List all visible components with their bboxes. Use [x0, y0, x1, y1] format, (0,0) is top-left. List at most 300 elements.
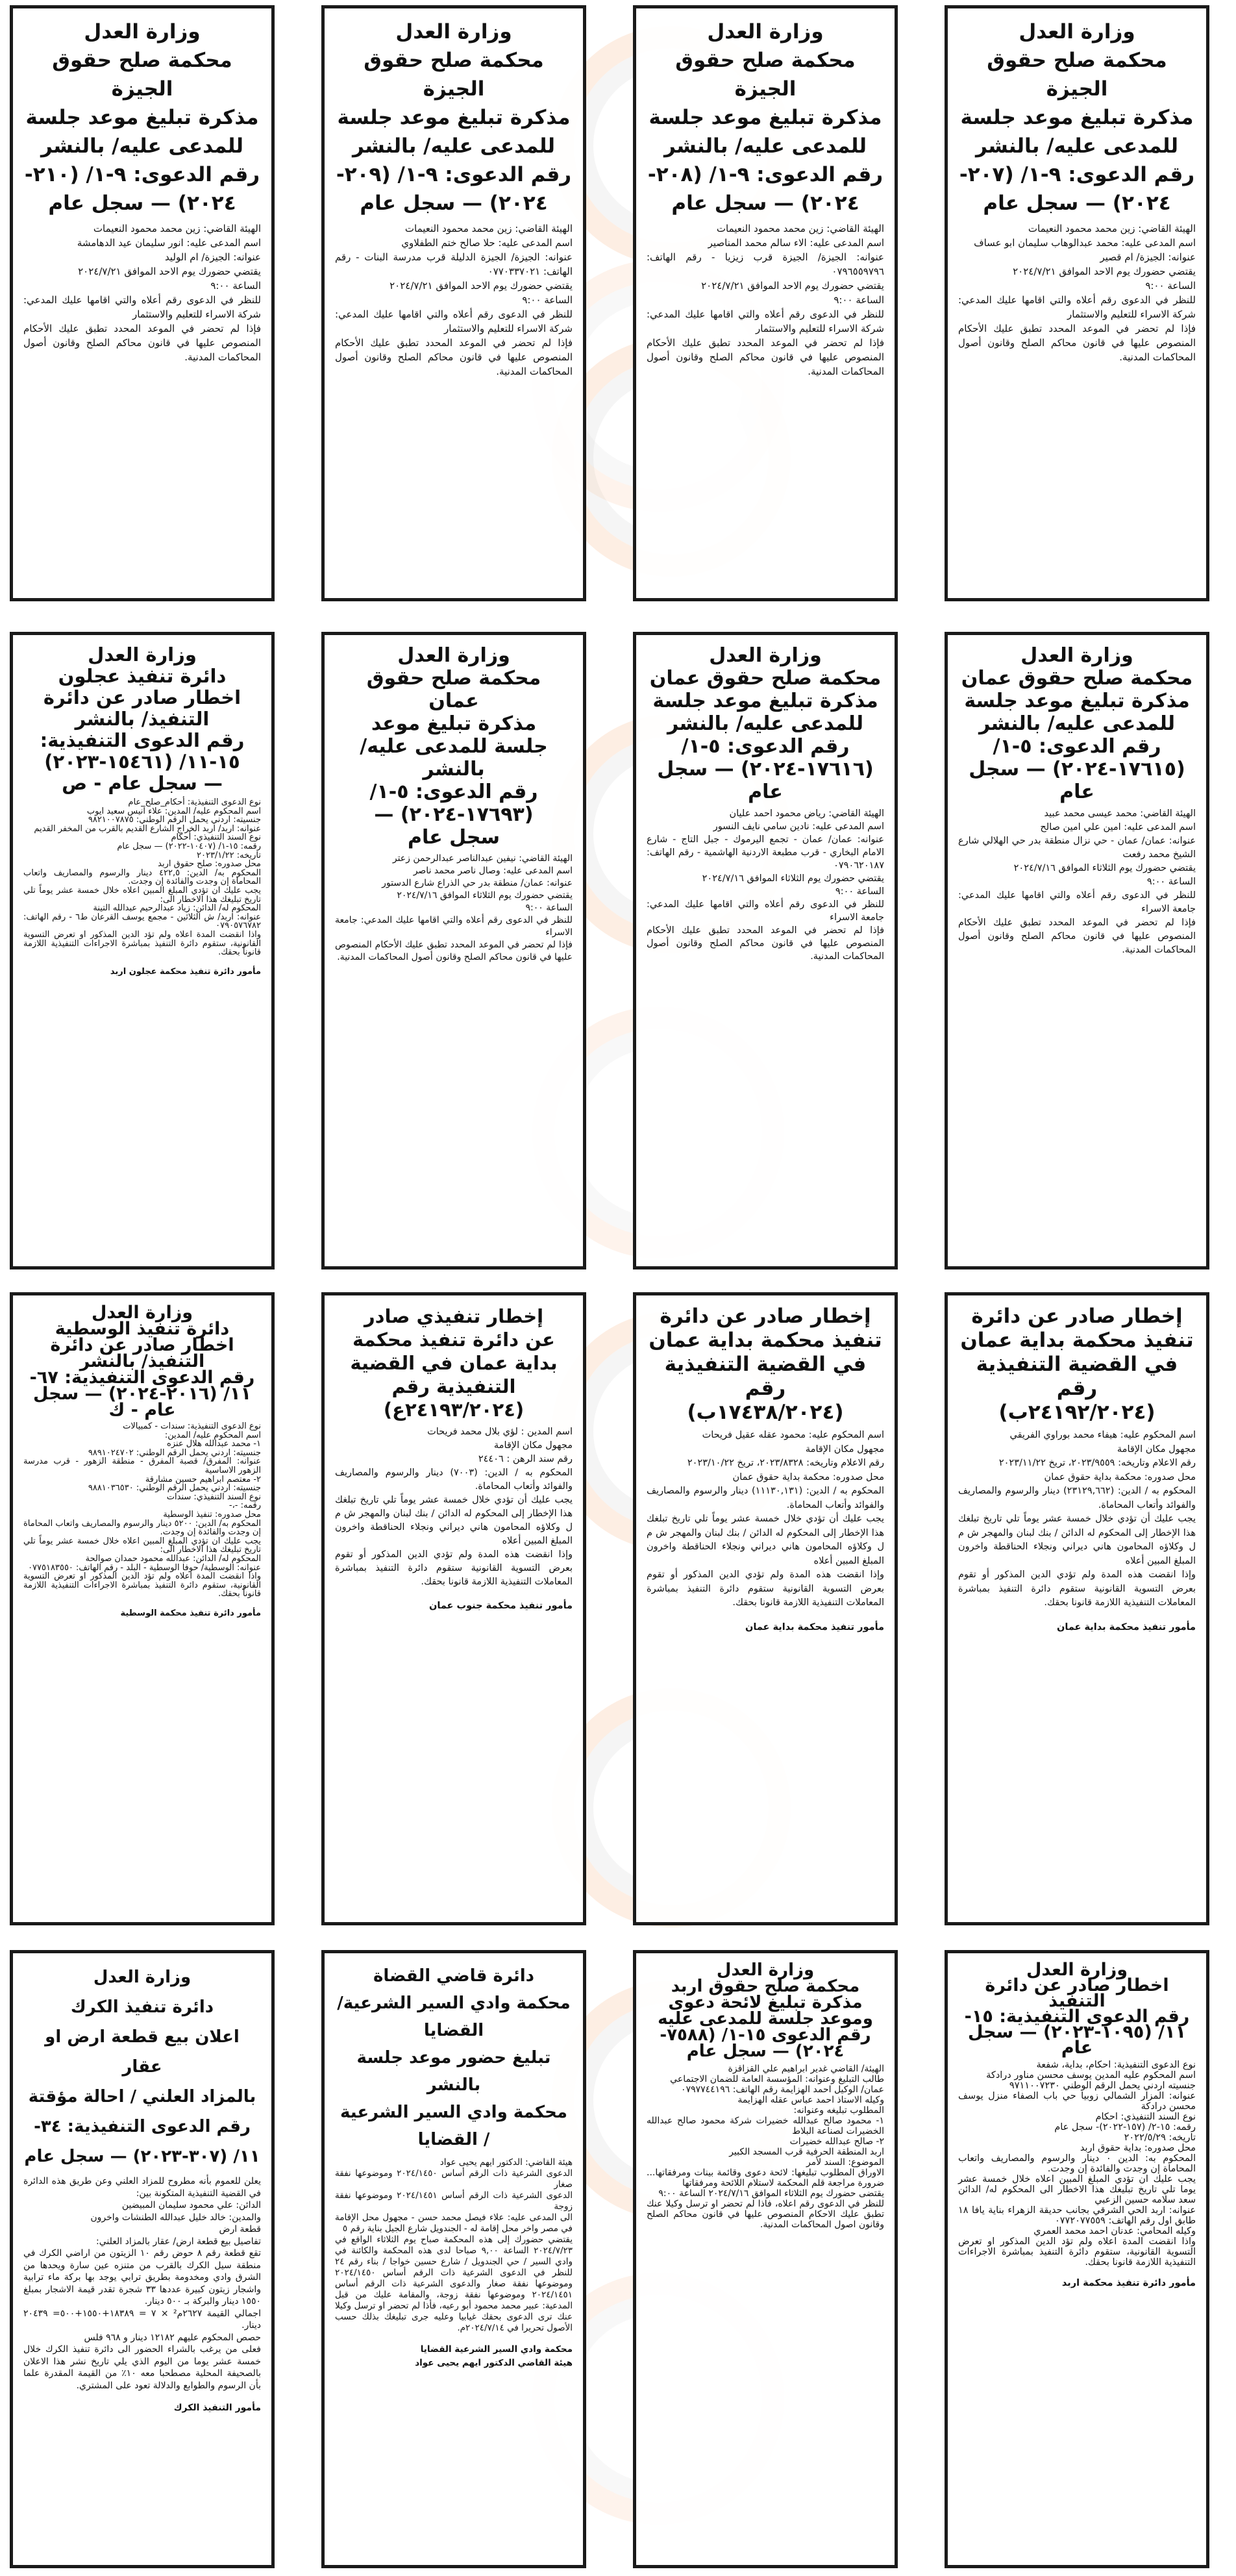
notice-paragraph: المحكوم به / الدين: (٢٣١٢٩,٦٦٢) دينار والرسوم والمصاريف والفوائد وأتعاب المحاماة. — [958, 1486, 1196, 1510]
notice-paragraph: وإذا انقضت هذه المدة ولم تؤدي الدين المذكور أو تقوم بعرض التسوية القانونية ستقوم دائرة التنفيذ بمباشرة المعاملات التنفيذية اللازمة قانونا بحقك. — [958, 1569, 1196, 1608]
notice-heading-line: جلسة للمدعى عليه/ — [360, 735, 548, 758]
notice-body — [958, 1429, 1196, 1610]
notice-heading-line: سجل عام — [407, 826, 501, 849]
notice-heading-line: محكمة وادي السير الشرعية/ — [337, 1994, 571, 2013]
notice-paragraph: اسم المدعى عليه: نادين سامي نايف النسور — [713, 821, 884, 832]
notice-signature — [23, 1608, 261, 1619]
notice-heading-line: محكمة صلح حقوق — [675, 49, 856, 72]
notice-heading-line: عمان — [428, 690, 479, 712]
notice-signature — [958, 2277, 1196, 2290]
notice-paragraph: وإذا انقضت هذه المدة ولم تؤدي الدين المذكور أو تقوم بعرض التسوية القانونية ستقوم دائرة التنفيذ بمباشرة المعاملات التنفيذية اللازمة قانونا بحقك. — [335, 1549, 573, 1587]
notice-paragraph: جنسيته: اردني يحمل الرقم الوطني: ٩٨٩١٠٢٤٧٠٢ — [88, 1447, 261, 1458]
notice-heading-line: التنفيذية رقم — [391, 1375, 516, 1397]
notice-paragraph: الهيئة القاضي: محمد عيسى محمد عبيد — [1044, 808, 1196, 819]
notice-body — [647, 807, 884, 963]
notice-heading-line: مذكرة تبليغ موعد جلسة — [649, 106, 882, 129]
notice-paragraph: الساعة ٩:٠٠ — [525, 903, 573, 913]
notice-paragraph: المحكوم له/ الدائن: عبدالله محمود حمدان صوالحة — [85, 1553, 261, 1564]
notice-heading — [647, 644, 884, 803]
notice-heading-line: محكمة صلح حقوق — [366, 667, 541, 690]
notice-heading-line: ٢٠٢٤) — سجل عام — [360, 192, 548, 215]
legal-notice — [945, 5, 1209, 601]
notice-paragraph: المحكوم له/ الدائن: زياد عبدالرحيم عبدالله التينة — [93, 903, 261, 914]
notice-heading-line: وموعد جلسة للمدعى عليه — [658, 2009, 873, 2029]
notice-paragraph: الساعة ٩:٠٠ — [835, 886, 884, 897]
notice-heading-line: محكمة وادي السير الشرعية — [340, 2103, 567, 2122]
notice-heading-line: ١١/ (٣٠٧-٢٠٢٣) — سجل عام — [24, 2147, 260, 2166]
notice-heading-line: رقم الدعوى: ٥-١/ — [681, 735, 850, 758]
notice-paragraph: وكيله المحامي: عدنان احمد محمد العمري — [1033, 2226, 1196, 2236]
notice-heading-line: وزارة العدل — [395, 20, 512, 44]
notice-heading-line: ١٥-١١/ (١٥٤٦١-٢٠٢٣) — [44, 751, 240, 773]
notice-paragraph: فعلى من يرغب بالشراء الحضور الى دائرة تنفيذ الكرك خلال خمسة عشر يوما من اليوم الذي يلي تاريخ نشر هذا الاعلان بالصحيفة المحلية مصطحبا معه ١٠٪ من القيمة المقدرة علما بأن الرسوم والطوابع والدلالة تعود على المشتري. — [23, 2344, 261, 2391]
notice-paragraph: محل صدوره: صلح حقوق اربد — [158, 859, 261, 869]
notice-heading-line: ١١/ (١٠٩٥-٢٠٢٣) — سجل عام — [968, 2022, 1186, 2058]
notice-heading-line: للمدعى عليه/ بالنشر — [663, 134, 867, 158]
notice-paragraph: اسم المدعى عليه: انور سليمان عيد الدهامشة — [77, 237, 261, 249]
notice-heading-line: (١٧٦١٥-٢٠٢٤) — سجل — [969, 758, 1185, 781]
notice-paragraph: يقتضي حضورك يوم الاحد الموافق ٢٠٢٤/٧/٢١ — [701, 280, 884, 292]
notice-paragraph: عنوانه: الجيزة/ الجيزة قرب زيزيا - رقم الهاتف: ٠٧٩٦٥٥٩٧٩٦ — [647, 251, 884, 277]
notice-paragraph: تاريخه: ٢٠٢٢/٥/٢٩ — [1124, 2132, 1196, 2143]
notice-heading-line: للمدعى عليه/ بالنشر — [667, 712, 864, 735]
notice-heading-line: عام — [1059, 781, 1094, 803]
notice-paragraph: اسم المدين : لؤي بلال محمد فريحات — [427, 1427, 573, 1437]
notice-paragraph: اسم المدعى عليه: امين علي امين صالح — [1040, 822, 1196, 832]
notice-heading-line: للمدعى عليه/ بالنشر — [975, 134, 1179, 158]
notice-paragraph: والمدين: خالد خليل عبدالله الطنشات واخرون — [90, 2212, 261, 2223]
notice-heading-line: بداية عمان في القضية — [350, 1352, 558, 1374]
notice-heading — [647, 18, 884, 218]
notice-paragraph: اسم المدعى عليه: حلا صالح ختم الطفلاوي — [401, 237, 573, 249]
notice-paragraph: عنوانه: الوسطية/ حوفا الوسطية - البلد - رقم الهاتف: ٠٧٧٥١٨٣٥٥٠ — [28, 1562, 261, 1573]
notice-paragraph: رقم سند الرهن : ٢٤٤٠٦ — [478, 1454, 573, 1464]
notice-paragraph: المطلوب تبليغه وعنوانه: — [793, 2105, 884, 2116]
notice-heading-line: محكمة صلح حقوق عمان — [649, 667, 882, 690]
notice-paragraph: رقمه: ١٥-٢/ (١٥٧-٢٠٢٢)- سجل عام — [1054, 2122, 1196, 2132]
notice-paragraph: جنسيته: اردني يحمل الرقم الوطني: ٩٨٨١٠٣٦٥٣٠ — [88, 1483, 261, 1494]
notice-paragraph: للنظر في الدعوى رقم اعلاه، فاذا لم تحضر او ترسل وكيلا عنك تطبق عليك الاحكام المنصوص عليها في قانون محاكم الصلح وقانون اصول المحاكمات المدنية. — [647, 2199, 884, 2230]
notice-heading-line: الجيزة — [111, 77, 173, 101]
notice-heading-line: بالنشر — [423, 758, 485, 781]
notice-heading-line: دائرة قاضي القضاة — [373, 1966, 534, 1986]
notice-heading — [958, 1305, 1196, 1425]
notice-heading-line: عام — [748, 781, 783, 803]
notice-heading-line: مذكرة تبليغ موعد جلسة — [964, 690, 1190, 712]
notice-heading — [335, 18, 573, 218]
notice-paragraph: تاريخه: ٢٠٢٣/١/٢٢ — [197, 850, 261, 860]
legal-notice — [633, 5, 898, 601]
notice-heading-line: وزارة العدل — [84, 20, 201, 44]
notice-paragraph: الساعة ٩:٠٠ — [1146, 877, 1196, 887]
notice-signature-line: هيئة القاضي الدكتور ايهم يحيى عواد — [415, 2358, 573, 2368]
notice-body — [335, 221, 573, 379]
notice-heading-line: التنفيذ/ بالنشر — [79, 1351, 205, 1371]
notice-heading — [335, 644, 573, 849]
notice-body — [335, 853, 573, 964]
notice-paragraph: يجب عليك ان تؤدي المبلغ المبين اعلاه خلال خمسة عشر يوماً تلي تاريخ تبليغك هذا الاخطار الى: — [23, 1536, 261, 1555]
notice-paragraph: الهيئة القاضي: زين محمد محمود النعيمات — [1028, 223, 1196, 234]
notice-paragraph: يقتضي حضورك يوم الثلاثاء الموافق ٢٠٢٤/٧/١٦ — [702, 873, 884, 884]
notice-heading — [23, 644, 261, 794]
notice-paragraph: نوع السند التنفيذي: احكام — [1095, 2112, 1196, 2122]
notice-paragraph: المحكوم به/ الدين: ٥٢٠٠ دينار والرسوم والمصاريف واتعاب المحاماة إن وجدت والفائدة إن وجدت. — [23, 1518, 261, 1538]
notice-paragraph: يجب عليك أن تؤدي خلال خمسة عشر يوماً تلي تاريخ تبلغك هذا الإخطار إلى المحكوم له الدائن / بنك لبنان والمهجر ش م ل وكلاؤه المحامون هاني ديراني ونجلاء الحناقطة واخرون المبلغ المبين أعلاه — [958, 1514, 1196, 1566]
notice-paragraph: عنوانه: الجيزة/ الجيزة الدليلة قرب مدرسة البنات - رقم الهاتف: ٠٧٧٠٣٣٧٠٢١ — [335, 251, 573, 277]
notice-signature-line: مأمور دائرة تنفيذ محكمة الوسطية — [120, 1608, 261, 1618]
notice-heading-line: وزارة العدل — [709, 644, 822, 667]
notice-heading — [23, 1962, 261, 2171]
notice-heading-line: ٢٠٢٤) — سجل عام — [686, 2042, 845, 2061]
notice-paragraph: الدائن: علي محمود سليمان المبيضين — [121, 2200, 261, 2210]
notice-heading-line: رقم الدعوى ١٥-١/ (٧٥٨٨- — [660, 2025, 871, 2045]
notice-signature — [335, 2343, 573, 2370]
notice-heading — [958, 644, 1196, 803]
notice-heading-line: وزارة العدل — [1019, 20, 1135, 44]
notice-paragraph: الهيئة القاضي: زين محمد محمود النعيمات — [716, 223, 884, 234]
notice-paragraph: واذا انقضت المدة اعلاه ولم تؤد الدين المذكور او تعرض التسوية القانونية، ستقوم دائرة التنفيذ بمباشرة الاجراءات التنفيذية اللازمة قانوناً بحقك. — [23, 1571, 261, 1599]
notice-heading-line: للمدعى عليه/ بالنشر — [352, 134, 556, 158]
notice-paragraph: يقتضي حضورك يوم الاحد الموافق ٢٠٢٤/٧/٢١ — [1013, 266, 1196, 277]
notice-paragraph: فإذا لم تحضر في الموعد المحدد تطبق عليك الأحكام المنصوص عليها في قانون محاكم الصلح وقانون أصول المحاكمات المدنية. — [647, 337, 884, 377]
notice-heading-line: تنفيذ محكمة بداية عمان — [649, 1329, 882, 1352]
notice-paragraph: واذا انقضت المدة اعلاه ولم تؤد الدين المذكور او تعرض التسوية القانونية، ستقوم دائرة التنفيذ بمباشرة الاجراءات التنفيذية اللازمة قانونا بحقك. — [958, 2236, 1196, 2268]
notice-heading — [958, 1962, 1196, 2056]
notice-paragraph: عنوانه: اربد الحي الشرقي بجانب حديقة الزهراء بناية يافا ١٨ طابق اول رقم الهاتف: ٠٧٧٢٠٧٧٥٥٩ — [958, 2205, 1196, 2226]
legal-notice — [10, 5, 275, 601]
notice-heading-line: رقم الدعوى التنفيذية: ١٥- — [964, 2007, 1190, 2027]
notice-heading-line: ٢٠٢٤) — سجل عام — [48, 192, 236, 215]
notice-heading — [23, 18, 261, 218]
notice-paragraph: للنظر في الدعوى رقم أعلاه والتي اقامها عليك المدعي: جامعة الاسراء — [647, 899, 884, 923]
notice-paragraph: اسم المدعى عليه: الاء سالم محمد المناصير — [708, 237, 884, 249]
notice-paragraph: اسم المحكوم عليه المدين يوسف محسن مناور درادكة — [986, 2070, 1196, 2081]
notice-heading-line: ٢٠٢٤) — سجل عام — [983, 192, 1171, 215]
notice-signature — [958, 1619, 1196, 1636]
notice-body — [647, 2064, 884, 2230]
notice-paragraph: محل صدوره: بداية حقوق اربد — [1080, 2143, 1196, 2153]
notice-heading-line: رقم الدعوى: ٥-١/ — [369, 781, 538, 803]
notice-paragraph: الهيئة/ القاضي غدير ابراهيم علي القزاقزة — [728, 2064, 884, 2074]
notice-body — [23, 2175, 261, 2392]
notice-heading-line: (٢٤١٩٢/٢٠٢٤ب) — [998, 1401, 1156, 1424]
notice-heading-line: اخطار صادر عن دائرة — [50, 1335, 234, 1355]
notice-heading-line: رقم الدعوى التنفيذية: — [40, 729, 245, 751]
legal-notice — [321, 1950, 586, 2568]
notice-heading-line: وزارة العدل — [88, 644, 197, 666]
notice-paragraph: واذا انقضت المدة اعلاه ولم تؤد الدين المذكور او تعرض التسوية القانونية، ستقوم دائرة التنفيذ بمباشرة الاجراءات التنفيذية اللازمة قانوناً بحقك. — [23, 929, 261, 958]
notice-paragraph: فإذا لم تحضر في الموعد المحدد تطبق عليك الأحكام المنصوص عليها في قانون محاكم الصلح وقانون أصول المحاكمات المدنية. — [958, 918, 1196, 955]
legal-notice — [945, 1950, 1209, 2568]
notice-heading — [647, 1962, 884, 2060]
notice-paragraph: عنوانه: عمان/ عمان - تجمع اليرموك - جبل التاج - شارع الامام البخاري - قرب مطبعة الاردنية الهاشمية - رقم الهاتف: ٠٧٩٠٦٢٠١٨٧ — [647, 834, 884, 871]
notice-paragraph: اسم المحكوم عليه: محمود عقله عقيل فريحات — [702, 1430, 884, 1440]
notice-signature-line: مأمور دائرة تنفيذ محكمة عجلون اربد — [110, 966, 261, 977]
notice-heading — [335, 1305, 573, 1421]
notice-heading-line: بالمزاد العلني / احالة مؤقتة — [28, 2087, 256, 2107]
notice-paragraph: تقع قطعة رقم ٨ حوض رقم ١٠ الزيتون من اراضي الكرك في منطقة سيل الكرك بالقرب من متنزه عين سارة ويحدها من الشرق وادي ومخدومة بطريق ترابي يوجد بها بركة ماء ترابية واشجار زيتون كبيرة عددها ٣٣ شجرة تقدر قيمة الاشجار بمبلغ ١٥٥٠ دينار والبركة بـ ٥٠٠ دينار. — [23, 2248, 262, 2307]
notice-body — [335, 2157, 573, 2334]
notice-heading-line: بالنشر — [426, 2075, 481, 2095]
notice-paragraph: ٢- معتصم ابراهيم حسين مشارقة — [145, 1474, 261, 1484]
notice-signature-line: مأمور التنفيذ الكرك — [173, 2403, 261, 2413]
notice-paragraph: المحكوم به / الدين: (١١١٣٠,١٣١) دينار والرسوم والمصاريف والفوائد وأتعاب المحاماة. — [647, 1486, 884, 1510]
notice-paragraph: اسم المحكوم عليه/ المدين: — [164, 1430, 261, 1440]
notice-paragraph: نوع السند التنفيذي: أحكام — [171, 832, 261, 843]
notice-heading-line: للمدعى عليه/ بالنشر — [978, 712, 1176, 735]
notice-heading-line: مذكرة تبليغ موعد — [371, 712, 537, 735]
notice-paragraph: للنظر في الدعوى رقم أعلاه والتي اقامها عليك المدعي: شركة الاسراء للتعليم والاستثمار — [23, 294, 261, 320]
notice-paragraph: تفاصيل بيع قطعة ارض/ عقار بالمزاد العلني: — [96, 2236, 261, 2247]
notice-heading-line: رقم الدعوى: ٩-١/ (٢٠٨- — [647, 163, 884, 186]
notice-paragraph: اجمالي القيمة ٢٦٢٧م² × ٧ = ١٨٣٨٩+١٥٥٠+٥٠٠= ٢٠٤٣٩ دينار. — [23, 2308, 261, 2331]
notice-paragraph: وإذا انقضت هذه المدة ولم تؤدي الدين المذكور أو تقوم بعرض التسوية القانونية ستقوم دائرة التنفيذ بمباشرة المعاملات التنفيذية اللازمة قانونا بحقك. — [647, 1569, 884, 1608]
notice-paragraph: فإذا لم تحضر في الموعد المحدد تطبق عليك الأحكام المنصوص عليها في قانون محاكم الصلح وقانون أصول المحاكمات المدنية. — [958, 323, 1196, 363]
notice-heading-line: رقم الدعوى: ٩-١/ (٢٠٩- — [336, 163, 572, 186]
notice-paragraph: اسم المدعى عليه: محمد عبدالوهاب سليمان ابو عساف — [974, 237, 1196, 249]
notice-heading-line: دائرة تنفيذ عجلون — [58, 665, 227, 687]
notice-heading-line: / القضايا — [417, 2130, 490, 2149]
legal-notice — [945, 1292, 1209, 1925]
notice-paragraph: فإذا لم تحضر في الموعد المحدد تطبق عليك الأحكام المنصوص عليها في قانون محاكم الصلح وقانون أصول المحاكمات المدنية. — [647, 925, 884, 962]
notice-paragraph: رقمه: -،- — [229, 1501, 261, 1511]
notice-paragraph: عنوانه: المفرق/ قصبة المفرق - منطقة الزهور - قرب مدرسة الزهور الاساسية — [23, 1457, 261, 1475]
notice-heading-line: وزارة العدل — [93, 1968, 192, 1987]
notice-heading-line: في القضية التنفيذية رقم — [664, 1353, 867, 1400]
notice-paragraph: المحكوم به/ الدين: ٤٢٢,٥ دينار والرسوم والمصاريف واتعاب المحاماة إن وجدت والفائدة إن وجدت. — [23, 868, 261, 887]
notice-paragraph: جنسيته: اردني يحمل الرقم الوطني: ٩٨٢١٠٠٧٨٧٥ — [88, 815, 261, 825]
notice-heading-line: الجيزة — [734, 77, 797, 101]
notice-heading-line: رقم الدعوى التنفيذية: ٣٤- — [34, 2117, 251, 2136]
notice-paragraph: الدعوى الشرعية ذات الرقم أساس ٢٠٢٤/١٤٥١ وموضوعها نفقة زوجة — [335, 2190, 573, 2212]
notice-heading — [335, 1962, 573, 2153]
notice-heading-line: اعلان بيع قطعة ارض او عقار — [45, 2027, 240, 2077]
legal-notice — [633, 1950, 898, 2568]
notice-heading-line: الجيزة — [423, 77, 485, 101]
notice-paragraph: اسم المحكوم عليه: هيفاء محمد بوراوي الفريقي — [1009, 1430, 1196, 1440]
notice-heading-line: اخطار صادر عن دائرة — [43, 686, 241, 708]
notice-paragraph: يقتضي حضورك إلى هذه المحكمة صباح يوم الثلاثاء الواقع في ٢٠٢٤/٧/٢٣ الساعة ٩,٠٠ صباحا لدى هذه المحكمة والكائنة في وادي السير / حي الجندويل / شارع حسين خواجا / بناء رقم ٢٤ للنظر في الدعوى الشرعية ذات الرقم أساس ٢٠٢٤/١٤٥٠ وموضوعها نفقة صغار والدعوى الشرعية ذات الرقم أساس ٢٠٢٤/١٤٥١ وموضوعها نفقة زوجة، والمقامة عليك من قبل المدعية: عبير محمد محمود أبو رعيه، فأذا لم تحضر او ترسل وكيلا عنك ترى الدعوى بحقك غيابيا وعليه جرى تبليغك بذلك حسب الأصول تحريرا في ٢٠٢٤/٧/١٤م. — [335, 2234, 573, 2333]
notice-paragraph: مجهول مكان الإقامة — [1117, 1444, 1196, 1455]
notice-paragraph: عنوانه: عمان/ عمان - حي نزال منطقة بدر حي الهلالي شارع الشيخ محمد رفعت — [958, 836, 1196, 860]
notice-paragraph: للنظر في الدعوى رقم أعلاه والتي اقامها عليك المدعي: شركة الاسراء للتعليم والاستثمار — [958, 294, 1196, 320]
notice-paragraph: نوع الدعوى التنفيذية: أحكام_صلح_عام — [128, 797, 261, 807]
notice-signature-line: مأمور تنفيذ محكمة بداية عمان — [1057, 1621, 1196, 1632]
notice-paragraph: محل صدوره: تنفيذ الوسطية — [163, 1509, 261, 1519]
notice-paragraph: الهيئة القاضي: زين محمد محمود النعيمات — [93, 223, 261, 234]
notice-paragraph: مجهول مكان الإقامة — [805, 1444, 884, 1455]
notice-paragraph: ١- محمد عبدالله هلال عنزه — [167, 1439, 261, 1449]
notice-paragraph: رقم الاعلام وتاريخه: ٢٠٢٣/٩٥٥٩، تريخ ٢٠٢٣/١١/٢٢ — [998, 1458, 1196, 1468]
notice-paragraph: ٢- صالح عبدالله خضيرات — [789, 2136, 884, 2147]
notice-paragraph: يقتضى حضورك يوم الثلاثاء الموافق ٢٠٢٤/٧/١٦ الساعة ٩:٠٠ — [658, 2188, 884, 2199]
notice-paragraph: الى المدعى عليه: علاء فيصل محمد حسن - مجهول محل الإقامة في مصر واخر محل إقامة له - الجندويل شارع الجيل بناية رقم ٥ — [335, 2212, 573, 2234]
notice-heading — [647, 1305, 884, 1425]
notice-heading-line: محكمة صلح حقوق عمان — [961, 667, 1193, 690]
notice-paragraph: للنظر في الدعوى رقم أعلاه والتي اقامها عليك المدعي: جامعة الاسراء — [335, 915, 573, 938]
legal-notice — [10, 632, 275, 1269]
notice-paragraph: فإذا لم تحضر في الموعد المحدد تطبق عليك الأحكام المنصوص عليها في قانون محاكم الصلح وقانون أصول المحاكمات المدنية. — [23, 323, 261, 363]
notice-signature-line: مأمور تنفيذ محكمة جنوب عمان — [429, 1601, 573, 1611]
notice-paragraph: حصص المحكوم عليهم ١٢١٨٢ دينار و ٩٦٨ فلس — [84, 2332, 261, 2343]
notice-heading-line: ١١/ (٢٠١٦-٢٠٢٤) — سجل — [33, 1384, 251, 1404]
notice-heading-line: دائرة تنفيذ الوسطية — [55, 1319, 230, 1339]
legal-notice — [10, 1292, 275, 1925]
notice-paragraph: الدعوى الشرعية ذات الرقم أساس ٢٠٢٤/١٤٥٠ وموضوعها نفقة صغار — [335, 2168, 573, 2190]
notice-heading-line: الجيزة — [1046, 77, 1108, 101]
notice-paragraph: للنظر في الدعوى رقم أعلاه والتي اقامها عليك المدعي: شركة الاسراء للتعليم والاستثمار — [335, 308, 573, 334]
notice-paragraph: نوع الدعوى التنفيذية: سندات - كمبيالات — [123, 1421, 261, 1431]
notice-heading-line: مذكرة تبليغ موعد جلسة — [25, 106, 259, 129]
notice-paragraph: يقتضي حضورك يوم الاحد الموافق ٢٠٢٤/٧/٢١ — [78, 266, 261, 277]
notice-heading-line: — سجل عام - ص — [62, 772, 223, 794]
notice-paragraph: يجب عليك ان تؤدي المبلغ المبين اعلاه خلال خمسة عشر يوماً تلي تاريخ تبليغك هذا الاخطار الى: — [23, 885, 261, 905]
notice-body — [23, 221, 261, 364]
legal-notice — [321, 5, 586, 601]
notice-paragraph: مجهول مكان الإقامة — [493, 1440, 573, 1451]
notice-heading-line: إخطار صادر عن دائرة — [971, 1305, 1183, 1328]
notice-paragraph: يجب عليك ان تؤدي المبلغ المبين اعلاه خلال خمسة عشر يوما تلي تاريخ تبليغك هذا الاخطار الى المحكوم له/ الدائن سعد سلامه حسين الزعبي — [958, 2174, 1196, 2205]
notice-paragraph: قطعة ارض — [219, 2224, 261, 2234]
notice-heading-line: وزارة العدل — [1020, 644, 1133, 667]
notice-heading — [958, 18, 1196, 218]
notice-signature-line: محكمة وادي السير الشرعية القضايا — [420, 2344, 573, 2355]
notice-signature — [647, 1619, 884, 1636]
notice-heading-line: وزارة العدل — [397, 644, 510, 667]
notice-paragraph: فإذا لم تحضر في الموعد المحدد تطبق عليك الأحكام المنصوص عليها في قانون محاكم الصلح وقانون أصول المحاكمات المدنية. — [335, 940, 573, 962]
notice-paragraph: عمان/ الوكيل احمد الهزايمة رقم الهاتف: ٠٧٩٧٧٤٤١٩٦ — [681, 2084, 884, 2095]
notice-heading-line: (١٧٤٣٨/٢٠٢٤ب) — [687, 1401, 844, 1424]
notice-paragraph: الساعة ٩:٠٠ — [522, 294, 573, 306]
legal-notice — [633, 632, 898, 1269]
notice-paragraph: عنوانه: عمان/ منطقة بدر حي الذراع شارع الدستور — [382, 878, 573, 888]
notice-paragraph: يعلن للعموم بأنه مطروح للمزاد العلني وعن طريق هذه الدائرة في القضية التنفيذية المتكونة بين: — [23, 2176, 261, 2199]
legal-notice — [10, 1950, 275, 2568]
notice-body — [958, 221, 1196, 364]
notice-paragraph: اسم المحكوم عليه/ المدين: علاء انيس سعيد ايوب — [86, 806, 261, 816]
notice-paragraph: للنظر في الدعوى رقم أعلاه والتي اقامها عليك المدعي: شركة الاسراء للتعليم والاستثمار — [647, 308, 884, 334]
notice-paragraph: اربد المنطقة الحرفية قرب المسجد الكبير — [729, 2147, 884, 2157]
notice-paragraph: رقمه: ١٥-١/ (١٠٤٠٧-٢٠٢٢) — سجل عام — [117, 841, 261, 851]
notice-heading-line: تبليغ حضور موعد جلسة — [356, 2048, 551, 2068]
notice-paragraph: ١- محمود صالح عبدالله خضيرات شركة محمود صالح عبدالله الخضيرات لصناعة البلاط — [647, 2116, 884, 2136]
notice-paragraph: يجب عليك أن تؤدي خلال خمسة عشر يوماً تلي تاريخ تبلغك هذا الإخطار إلى المحكوم له الدائن / بنك لبنان والمهجر ش م ل وكلاؤه المحامون هاني ديراني ونجلاء الحناقطة واخرون المبلغ المبين أعلاه — [335, 1495, 573, 1546]
notice-heading-line: محكمة صلح حقوق — [52, 49, 232, 72]
notice-heading-line: محكمة صلح حقوق — [987, 49, 1167, 72]
notice-paragraph: عنوانه: المزار الشمالي زوبيا حي باب الصفاء منزل يوسف محسن درادكة — [958, 2091, 1196, 2112]
notice-paragraph: محل صدوره: محكمة بداية حقوق عمان — [732, 1471, 884, 1482]
notice-paragraph: هيئة القاضي: الدكتور ايهم يحيى عواد — [439, 2157, 573, 2168]
notice-paragraph: الهيئة القاضي: زين محمد محمود النعيمات — [404, 223, 573, 234]
notice-heading-line: في القضية التنفيذية رقم — [976, 1353, 1178, 1400]
notice-heading-line: رقم الدعوى التنفيذية: ٦٧- — [29, 1368, 255, 1388]
notice-paragraph: فإذا لم تحضر في الموعد المحدد تطبق عليك الأحكام المنصوص عليها في قانون محاكم الصلح وقانون أصول المحاكمات المدنية. — [335, 337, 573, 377]
notice-heading-line: مذكرة تبليغ موعد جلسة — [960, 106, 1194, 129]
notice-paragraph: طالب التبليغ وعنوانه: المؤسسة العامة للضمان الاجتماعي — [670, 2074, 884, 2084]
notice-heading-line: وزارة العدل — [1026, 1960, 1128, 1980]
notice-heading-line: ٢٠٢٤) — سجل عام — [671, 192, 859, 215]
notice-paragraph: وكيله الاستاذ احمد عباس عقله الهزايمة — [737, 2095, 884, 2105]
notice-body — [23, 1422, 261, 1599]
notice-paragraph: نوع الدعوى التنفيذية: احكام، بداية، شفعة — [1036, 2060, 1196, 2070]
notice-heading-line: مذكرة تبليغ لائحة دعوى — [668, 1993, 863, 2012]
notice-heading-line: (٢٤١٩٣/٢٠٢٤ع) — [383, 1399, 525, 1421]
notice-heading-line: (١٧٦٩٣-٢٠٢٤) — — [374, 803, 534, 826]
notice-paragraph: عنوانه: اربد/ اربد الخراج الشارع القديم بالقرب من المخفر القديم — [34, 823, 261, 834]
notice-body — [647, 221, 884, 379]
notice-paragraph: يقتضي حضورك يوم الثلاثاء الموافق ٢٠٢٤/٧/١٦ — [1013, 863, 1196, 873]
notice-body — [335, 1425, 573, 1589]
notice-heading-line: (١٧٦١٦-٢٠٢٤) — سجل — [657, 758, 874, 781]
notice-heading-line: مذكرة تبليغ موعد جلسة — [652, 690, 878, 712]
notice-paragraph: عنوانه: الجيزة/ ام الوليد — [164, 251, 261, 263]
notice-body — [958, 807, 1196, 957]
notice-paragraph: اسم المدعى عليه: وصال ناصر محمد ناصر — [413, 866, 573, 876]
notice-paragraph: المحكوم به: الدين ٠ دينار والرسوم والمصاريف واتعاب المحاماة إن وجدت والفائدة إن وجدت. — [958, 2153, 1196, 2174]
notice-heading-line: رقم الدعوى: ٩-١/ (٢٠٧- — [959, 163, 1195, 186]
notice-heading-line: عام - ك — [108, 1400, 176, 1420]
notice-heading-line: عن دائرة تنفيذ محكمة — [352, 1329, 555, 1351]
notice-heading-line: القضايا — [423, 2021, 484, 2040]
notice-paragraph: عنوانه: الجيزة/ ام قصير — [1100, 251, 1196, 263]
notice-heading-line: إخطار صادر عن دائرة — [660, 1305, 871, 1328]
notice-heading-line: التنفيذ/ بالنشر — [75, 708, 210, 730]
notice-paragraph: الساعة ٩:٠٠ — [1145, 280, 1196, 292]
notice-signature — [335, 1598, 573, 1614]
notice-body — [647, 1429, 884, 1610]
notice-body — [23, 798, 261, 957]
notice-heading-line: محكمة صلح حقوق اربد — [671, 1977, 860, 1996]
notice-heading-line: دائرة تنفيذ الكرك — [70, 1997, 214, 2017]
notice-paragraph: الاوراق المطلوب تبليغها: لائحة دعوى وقائمة بينات ومرفقاتها... ضرورة مراجعة قلم المحكمة لاستلام اللائحة ومرفقاتها — [647, 2168, 884, 2188]
notice-signature-line: مأمور دائرة تنفيذ محكمة اربد — [1061, 2278, 1196, 2288]
legal-notice — [321, 632, 586, 1269]
notice-paragraph: يقتضي حضورك يوم الاحد الموافق ٢٠٢٤/٧/٢١ — [389, 280, 573, 292]
notice-heading-line: إخطار تنفيذي صادر — [364, 1305, 544, 1327]
notice-paragraph: نوع السند التنفيذي: سندات — [166, 1492, 261, 1502]
notice-paragraph: للنظر في الدعوى رقم أعلاه والتي اقامها عليك المدعي: جامعة الاسراء — [958, 890, 1196, 914]
legal-notice — [321, 1292, 586, 1925]
notice-signature — [23, 2401, 261, 2416]
notice-heading-line: اخطار صادر عن دائرة التنفيذ — [985, 1975, 1169, 2011]
notice-heading-line: محكمة صلح حقوق — [364, 49, 544, 72]
notice-heading-line: وزارة العدل — [91, 1303, 193, 1323]
notice-paragraph: جنسيته اردني يحمل الرقم الوطني ٩٧١١٠٠٧٢٣٠ — [1009, 2081, 1196, 2091]
notice-signature-line: مأمور تنفيذ محكمة بداية عمان — [745, 1621, 884, 1632]
notice-paragraph: يجب عليك أن تؤدي خلال خمسة عشر يوماً تلي تاريخ تبلغك هذا الإخطار إلى المحكوم له الدائن / بنك لبنان والمهجر ش م ل وكلاؤه المحامون هاني ديراني ونجلاء الحناقطة واخرون المبلغ المبين أعلاه — [647, 1514, 884, 1566]
notice-heading-line: وزارة العدل — [716, 1960, 815, 1980]
notice-paragraph: الساعة ٩:٠٠ — [834, 294, 884, 306]
notice-paragraph: عنوانه: اربد/ ش الثلاثين - مجمع يوسف القرعان ط٦ - رقم الهاتف: ٠٧٩٠٥٧٦٧٨٢ — [23, 912, 261, 931]
notice-body — [958, 2060, 1196, 2268]
notice-paragraph: الموضوع: السند لأمر — [806, 2157, 884, 2168]
notice-signature — [23, 966, 261, 978]
notice-heading-line: للمدعى عليه/ بالنشر — [40, 134, 244, 158]
legal-notice — [633, 1292, 898, 1925]
notice-heading-line: رقم الدعوى: ٩-١/ (٢١٠- — [24, 163, 260, 186]
notice-paragraph: المحكوم به / الدين: (٧٠٠٣) دينار والرسوم والمصاريف والفوائد وأتعاب المحاماة. — [335, 1468, 573, 1492]
legal-notice — [945, 632, 1209, 1269]
notice-heading — [23, 1305, 261, 1418]
notice-paragraph: يقتضي حضورك يوم الثلاثاء الموافق ٢٠٢٤/٧/١٦ — [397, 890, 573, 901]
notice-paragraph: محل صدوره: محكمة بداية حقوق عمان — [1044, 1471, 1196, 1482]
notice-heading-line: مذكرة تبليغ موعد جلسة — [337, 106, 571, 129]
notice-heading-line: تنفيذ محكمة بداية عمان — [960, 1329, 1194, 1352]
notice-heading-line: رقم الدعوى: ٥-١/ — [993, 735, 1161, 758]
notice-paragraph: الهيئة القاضي: رياض محمود احمد عليان — [729, 808, 884, 819]
notice-paragraph: رقم الاعلام وتاريخه: ٢٠٢٣/٨٣٢٨، تريخ ٢٠٢٣/١٠/٢٢ — [687, 1458, 884, 1468]
notice-paragraph: الهيئة القاضي: نيفين عبدالناصر عبدالرحمن زعتر — [392, 853, 573, 864]
